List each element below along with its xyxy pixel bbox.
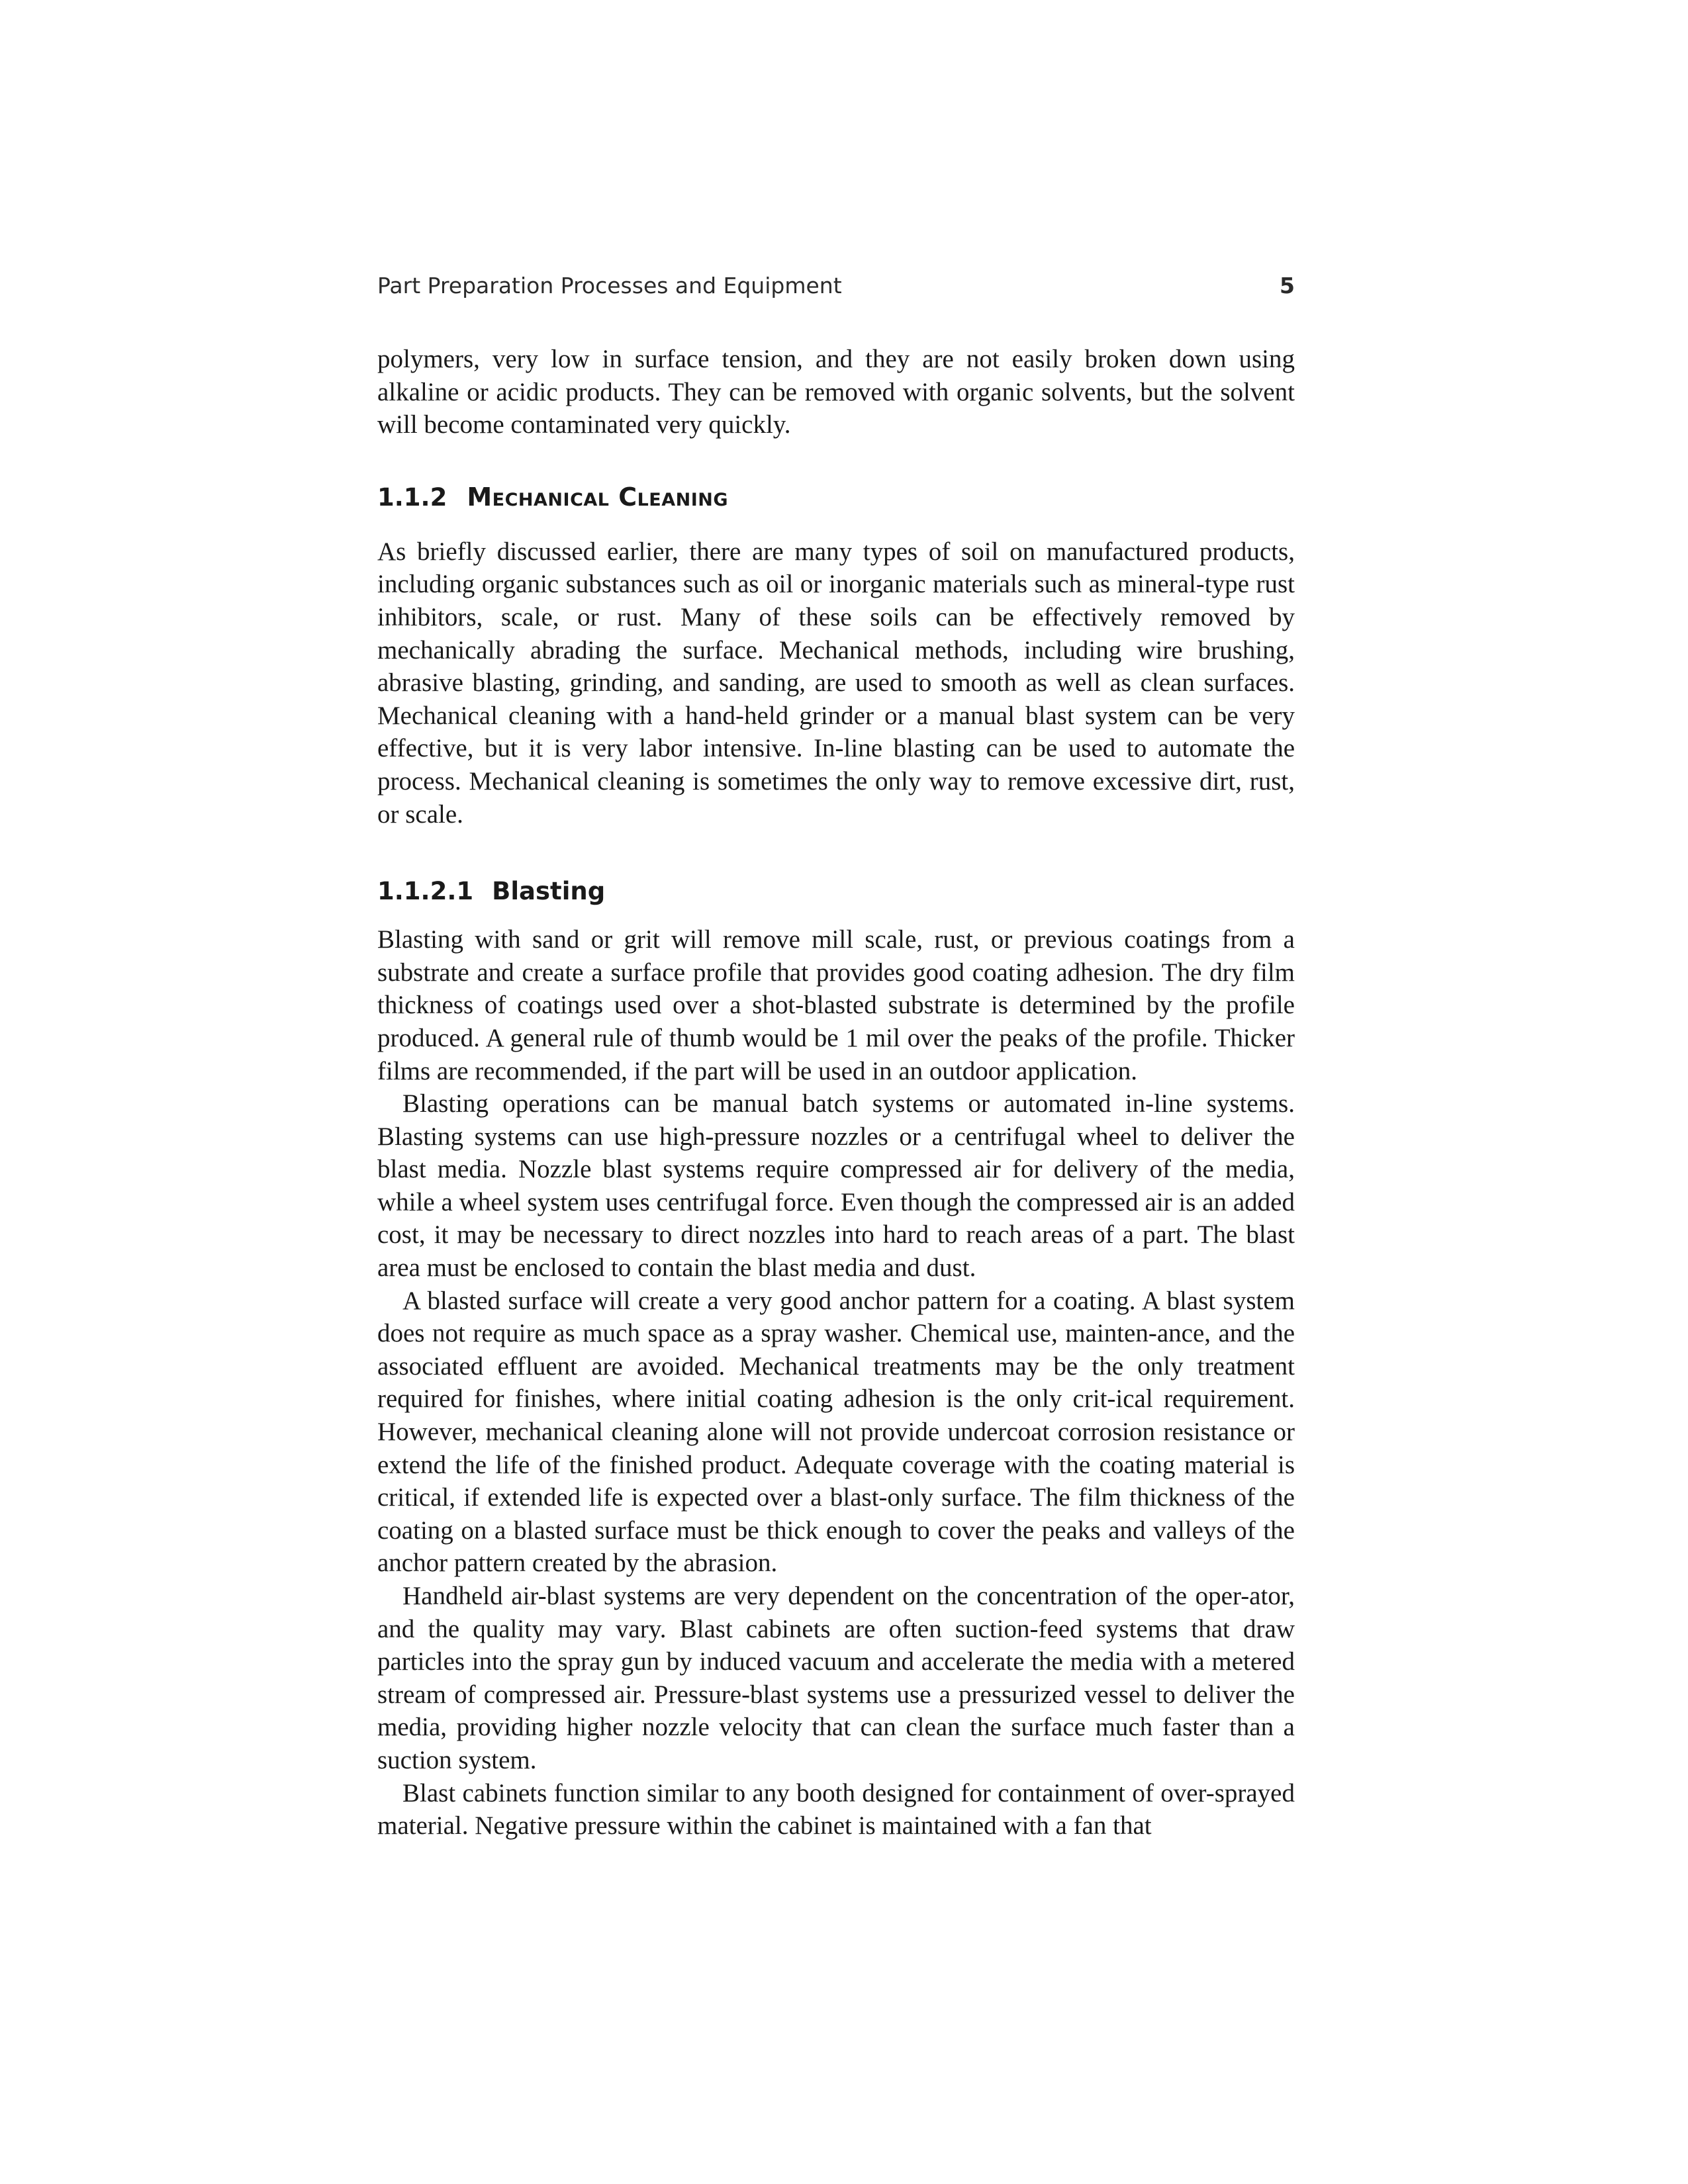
body-paragraph: Blasting operations can be manual batch systems or automated in-line systems. Blasting systems can use high-pressure nozzles or a centrifugal wheel to deliver the blast media. Nozzle blast systems require compressed air for delivery of the media, while a wheel system uses centrifugal force. Even though the compressed air is an added cost, it may be necessary to direct nozzles into hard to reach areas of a part. The blast area must be enclosed to contain the blast media and dust.: [377, 1089, 1295, 1283]
page-number: 5: [1280, 273, 1295, 298]
body-paragraph: A blasted surface will create a very good anchor pattern for a coating. A blast system does not require as much space as a spray washer. Chemical use, mainten-ance, and the associated effluent are avoided. Mechanical treatments may be the only treatment required for finishes, where initial coating adhesion is the only crit-ical requirement. However, mechanical cleaning alone will not provide undercoat corrosion resistance or extend the life of the finished product. Adequate coverage with the coating material is critical, if extended life is expected over a blast-only surface. The film thickness of the coating on a blasted surface must be thick enough to cover the peaks and valleys of the anchor pattern created by the abrasion.: [377, 1286, 1295, 1578]
running-title: Part Preparation Processes and Equipment: [377, 273, 842, 298]
subsection-title: Blasting: [492, 877, 606, 906]
section-number: 1.1.2: [377, 482, 447, 512]
subsection-number: 1.1.2.1: [377, 877, 474, 906]
document-page: [377, 273, 1295, 1843]
section-paragraph: As briefly discussed earlier, there are many types of soil on manufactured products, including organic substances such as oil or inorganic materials such as mineral-type rust inhibitors, scale, or rust. Many of these soils can be effectively removed by mechanically abrading the surface. Mechanical methods, including wire brushing, abrasive blasting, grinding, and sanding, are used to smooth as well as clean surfaces. Mechanical cleaning with a hand-held grinder or a manual blast system can be very effective, but it is very labor intensive. In-line blasting can be used to automate the process. Mechanical cleaning is sometimes the only way to remove excessive dirt, rust, or scale.: [377, 537, 1295, 829]
subsection-heading: [377, 877, 1295, 907]
body-paragraph: Blasting with sand or grit will remove mill scale, rust, or previous coatings from a substrate and create a surface profile that provides good coating adhesion. The dry film thickness of coatings used over a shot-blasted substrate is determined by the profile produced. A general rule of thumb would be 1 mil over the peaks of the profile. Thicker films are recommended, if the part will be used in an outdoor application.: [377, 925, 1295, 1085]
intro-paragraph: polymers, very low in surface tension, and they are not easily broken down using alkaline or acidic products. They can be removed with organic solvents, but the solvent will become contaminated very quickly.: [377, 345, 1295, 439]
running-header: [377, 273, 1295, 306]
body-paragraph: Handheld air-blast systems are very dependent on the concentration of the oper-ator, and the quality may vary. Blast cabinets are often suction-feed systems that draw particles into the spray gun by induced vacuum and accelerate the media with a metered stream of compressed air. Pressure-blast systems use a pressurized vessel to deliver the media, providing higher nozzle velocity that can clean the surface much faster than a suction system.: [377, 1582, 1295, 1774]
body-paragraph: Blast cabinets function similar to any booth designed for containment of over-sprayed material. Negative pressure within the cabinet is maintained with a fan that: [377, 1778, 1295, 1841]
section-title: Mechanical Cleaning: [467, 482, 729, 512]
section-heading: [377, 482, 1295, 513]
